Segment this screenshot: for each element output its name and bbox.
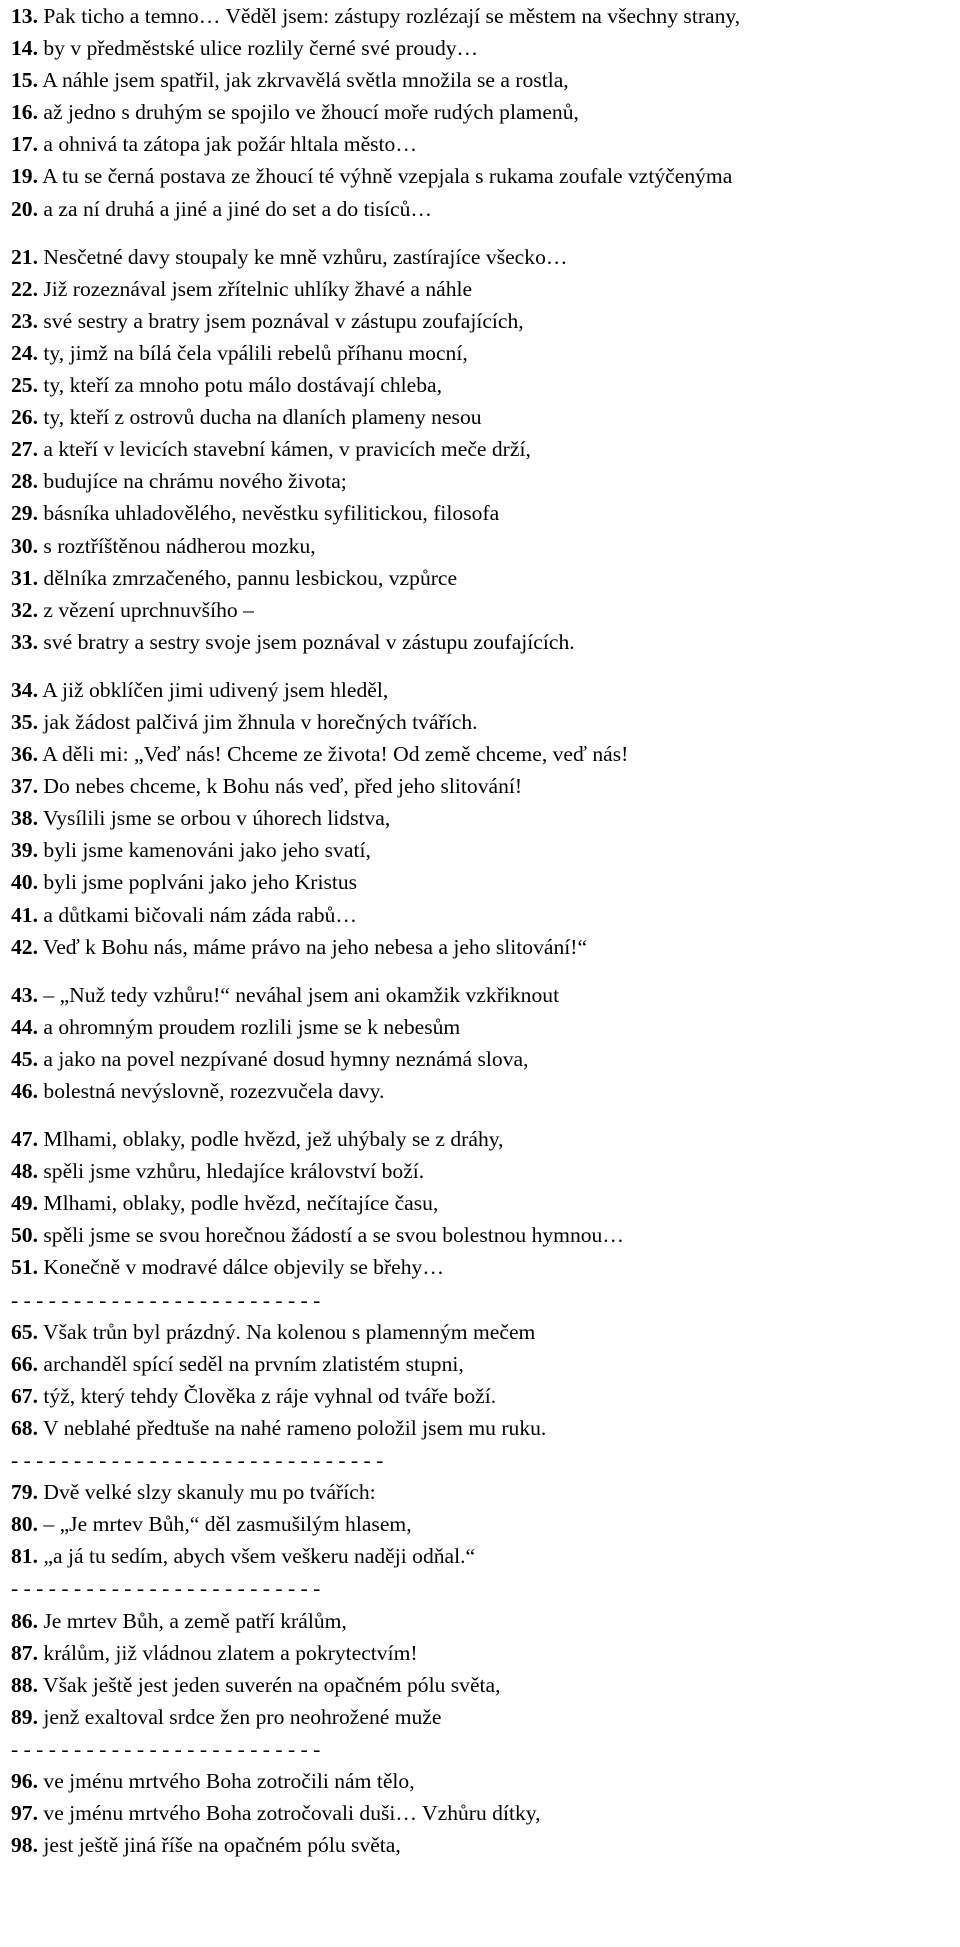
verse-number: 36. [11,742,38,767]
verse-text: bolestná nevýslovně, rozezvučela davy. [38,1079,385,1103]
verse-text: ty, kteří za mnoho potu málo dostávají chleba, [38,373,442,398]
verse-text: Vysílili jsme se orbou v úhorech lidstva, [38,806,391,831]
verse-line [11,674,956,706]
verse-number: 44. [11,1014,38,1039]
verse-line [11,1348,956,1380]
verse-text: budujíce na chrámu nového života; [38,469,347,494]
verse-text: jak žádost palčivá jim žhnula v horečných tvářích. [38,709,478,734]
verse-text: Pak ticho a temno… Věděl jsem: zástupy rozlézají se městem na všechny strany, [38,4,741,28]
verse-line [11,1669,956,1701]
verse-line [11,32,956,64]
verse-line [11,1219,956,1251]
verse-text: „a já tu sedím, abych všem veškeru naději odňal.“ [38,1544,476,1569]
verse-number: 21. [11,244,38,269]
verse-line [11,834,956,866]
verse-text: jenž exaltoval srdce žen pro neohrožené muže [38,1704,442,1729]
verse-text: ve jménu mrtvého Boha zotročovali duši… Vzhůru dítky, [38,1801,541,1826]
verse-text: Veď k Bohu nás, máme právo na jeho nebesa a jeho slitování!“ [38,934,588,959]
verse-number: 98. [11,1833,38,1858]
verse-text: Mlhami, oblaky, podle hvězd, nečítajíce času, [38,1191,439,1216]
stanza-gap [11,1107,956,1123]
verse-line [11,1316,956,1348]
verse-number: 15. [11,68,38,93]
verse-number: 48. [11,1159,38,1184]
verse-text: básníka uhladovělého, nevěstku syfilitickou, filosofa [38,501,500,526]
verse-number: 20. [11,196,38,221]
verse-text: Však ještě jest jeden suverén na opačném pólu světa, [38,1672,501,1697]
verse-text: a kteří v levicích stavební kámen, v pravicích meče drží, [38,437,531,462]
verse-line [11,1476,956,1508]
verse-text: byli jsme kamenováni jako jeho svatí, [38,838,371,863]
verse-line [11,1765,956,1797]
verse-number: 50. [11,1223,38,1248]
omission-dashes: - - - - - - - - - - - - - - - - - - - - - - - - - [11,1736,321,1761]
verse-number: 35. [11,709,38,734]
verse-line [11,64,956,96]
verse-line [11,1155,956,1187]
verse-number: 40. [11,870,38,895]
verse-line [11,1797,956,1829]
verse-number: 87. [11,1640,38,1665]
verse-line [11,626,956,658]
verse-text: králům, již vládnou zlatem a pokrytectvím! [38,1640,418,1665]
verse-text: až jedno s druhým se spojilo ve žhoucí moře rudých plamenů, [38,100,579,125]
verse-line [11,1637,956,1669]
verse-line [11,273,956,305]
verse-number: 88. [11,1672,38,1697]
verse-number: 25. [11,373,38,398]
omission-dashes: - - - - - - - - - - - - - - - - - - - - - - - - - [11,1287,321,1312]
verse-number: 23. [11,308,38,333]
verse-line [11,1043,956,1075]
verse-number: 13. [11,4,38,28]
verse-text: byli jsme poplváni jako jeho Kristus [38,870,358,895]
verse-line [11,594,956,626]
verse-number: 39. [11,838,38,863]
poem-text [11,0,956,1861]
verse-text: spěli jsme se svou horečnou žádostí a se svou bolestnou hymnou… [38,1223,624,1248]
verse-line [11,369,956,401]
verse-number: 68. [11,1415,38,1440]
verse-number: 31. [11,565,38,590]
verse-line [11,979,956,1011]
verse-text: jest ještě jiná říše na opačném pólu světa, [38,1833,401,1858]
verse-number: 34. [11,677,38,702]
verse-line [11,465,956,497]
verse-text: ty, kteří z ostrovů ducha na dlaních plameny nesou [38,405,482,430]
verse-number: 30. [11,533,38,558]
verse-text: dělníka zmrzačeného, pannu lesbickou, vzpůrce [38,565,458,590]
verse-number: 19. [11,164,38,189]
verse-text: Je mrtev Bůh, a země patří králům, [38,1608,347,1633]
verse-line [11,1380,956,1412]
verse-number: 97. [11,1801,38,1826]
verse-line [11,401,956,433]
verse-text: z vězení uprchnuvšího – [38,597,254,622]
stanza-gap [11,225,956,241]
verse-number: 41. [11,902,38,927]
verse-line [11,706,956,738]
verse-line [11,128,956,160]
verse-number: 96. [11,1768,38,1793]
verse-line [11,1011,956,1043]
verse-text: archanděl spící seděl na prvním zlatistém stupni, [38,1351,464,1376]
stanza-gap [11,658,956,674]
verse-number: 38. [11,806,38,831]
verse-text: své sestry a bratry jsem poznával v zástupu zoufajících, [38,308,524,333]
verse-text: Nesčetné davy stoupaly ke mně vzhůru, zastírajíce všecko… [38,244,568,269]
verse-text: týž, který tehdy Člověka z ráje vyhnal od tváře boží. [38,1383,497,1408]
verse-number: 28. [11,469,38,494]
verse-line [11,433,956,465]
verse-text: A náhle jsem spatřil, jak zkrvavělá světla množila se a rostla, [38,68,569,93]
verse-text: a za ní druhá a jiné a jiné do set a do tisíců… [38,196,432,221]
verse-number: 66. [11,1351,38,1376]
verse-text: a ohnivá ta zátopa jak požár hltala město… [38,132,417,157]
verse-number: 29. [11,501,38,526]
omission-dashes: - - - - - - - - - - - - - - - - - - - - - - - - - - - - - - [11,1448,384,1473]
verse-number: 14. [11,36,38,61]
verse-line [11,337,956,369]
verse-number: 32. [11,597,38,622]
verse-text: a ohromným proudem rozlili jsme se k nebesům [38,1014,461,1039]
verse-text: a jako na povel nezpívané dosud hymny neznámá slova, [38,1046,529,1071]
verse-text: Mlhami, oblaky, podle hvězd, jež uhýbaly se z dráhy, [38,1127,504,1152]
verse-line [11,1508,956,1540]
verse-line [11,1251,956,1283]
verse-text: ty, jimž na bílá čela vpálili rebelů příhanu mocní, [38,340,468,365]
verse-line [11,0,956,32]
verse-number: 27. [11,437,38,462]
verse-number: 81. [11,1544,38,1569]
verse-number: 22. [11,276,38,301]
omission-dashes: - - - - - - - - - - - - - - - - - - - - - - - - - [11,1576,321,1601]
verse-text: Již rozeznával jsem zřítelnic uhlíky žhavé a náhle [38,276,473,301]
verse-text: V neblahé předtuše na nahé rameno položil jsem mu ruku. [38,1415,547,1440]
verse-line [11,1605,956,1637]
verse-text: ve jménu mrtvého Boha zotročili nám tělo, [38,1768,415,1793]
verse-line [11,497,956,529]
verse-text: a důtkami bičovali nám záda rabů… [38,902,357,927]
verse-text: Konečně v modravé dálce objevily se břehy… [38,1255,444,1280]
verse-number: 33. [11,629,38,654]
verse-number: 51. [11,1255,38,1280]
verse-line [11,160,956,192]
verse-text: spěli jsme vzhůru, hledajíce království boží. [38,1159,425,1184]
verse-line [11,193,956,225]
verse-text: – „Nuž tedy vzhůru!“ neváhal jsem ani okamžik vzkřiknout [38,982,560,1007]
verse-number: 37. [11,774,38,799]
verse-text: Dvě velké slzy skanuly mu po tvářích: [38,1480,376,1505]
verse-line [11,1412,956,1444]
verse-number: 80. [11,1512,38,1537]
verse-number: 42. [11,934,38,959]
stanza-gap [11,963,956,979]
verse-number: 24. [11,340,38,365]
verse-line [11,738,956,770]
verse-text: by v předměstské ulice rozlily černé své proudy… [38,36,479,61]
verse-text: Do nebes chceme, k Bohu nás veď, před jeho slitování! [38,774,523,799]
verse-line [11,1187,956,1219]
verse-number: 45. [11,1046,38,1071]
verse-line [11,770,956,802]
verse-number: 46. [11,1079,38,1103]
verse-number: 67. [11,1383,38,1408]
verse-line [11,1701,956,1733]
verse-text: A tu se černá postava ze žhoucí té výhně vzepjala s rukama zoufale vztýčenýma [38,164,733,189]
verse-number: 79. [11,1480,38,1505]
verse-text: – „Je mrtev Bůh,“ děl zasmušilým hlasem, [38,1512,412,1537]
verse-number: 16. [11,100,38,125]
verse-line [11,802,956,834]
verse-number: 43. [11,982,38,1007]
verse-number: 49. [11,1191,38,1216]
verse-text: A již obklíčen jimi udivený jsem hleděl, [38,677,389,702]
verse-line [11,1075,956,1107]
verse-line [11,1123,956,1155]
verse-number: 17. [11,132,38,157]
verse-number: 26. [11,405,38,430]
verse-text: s roztříštěnou nádherou mozku, [38,533,316,558]
verse-line [11,530,956,562]
verse-text: A děli mi: „Veď nás! Chceme ze života! Od země chceme, veď nás! [38,742,629,767]
verse-line [11,899,956,931]
verse-line [11,96,956,128]
verse-number: 89. [11,1704,38,1729]
verse-line [11,1829,956,1861]
verse-number: 86. [11,1608,38,1633]
verse-text: své bratry a sestry svoje jsem poznával v zástupu zoufajících. [38,629,575,654]
verse-line [11,562,956,594]
verse-line [11,305,956,337]
verse-line [11,241,956,273]
verse-text: Však trůn byl prázdný. Na kolenou s plamenným mečem [38,1319,536,1344]
verse-number: 65. [11,1319,38,1344]
verse-line [11,1540,956,1572]
verse-line [11,931,956,963]
verse-line [11,866,956,898]
verse-number: 47. [11,1127,38,1152]
